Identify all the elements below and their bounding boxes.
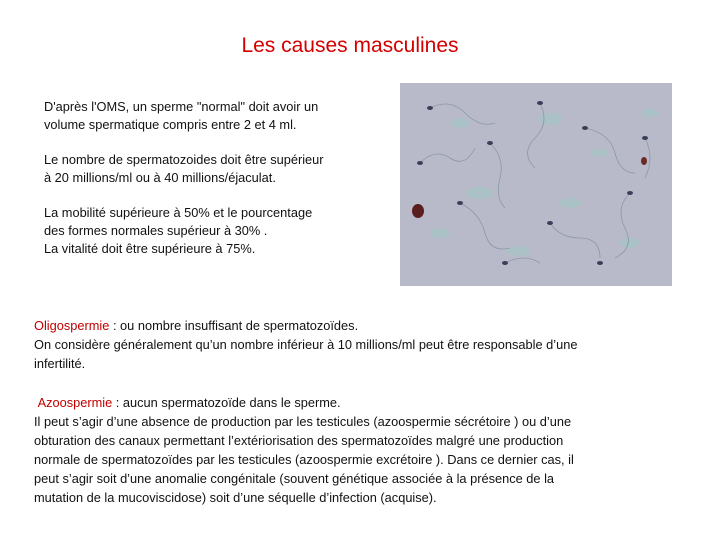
- text-line: infertilité.: [34, 356, 86, 371]
- text-line: normale de spermatozoïdes par les testicules (azoospermie excrétoire ). Dans ce dernier cas, il: [34, 452, 574, 467]
- azoospermie-term: Azoospermie: [37, 395, 113, 410]
- intro-paragraph-count: [44, 151, 384, 187]
- azoospermie-heading: [34, 393, 684, 412]
- text-line: mutation de la mucoviscidose) soit d’une séquelle d’infection (acquise).: [34, 490, 437, 505]
- text-line: La mobilité supérieure à 50% et le pourcentage: [44, 205, 313, 220]
- micrograph-drawing: [400, 83, 672, 286]
- text-line: Le nombre de spermatozoides doit être supérieur: [44, 152, 324, 167]
- azoospermie-definition: : aucun spermatozoïde dans le sperme.: [112, 395, 341, 410]
- text-line: On considère généralement qu’un nombre inférieur à 10 millions/ml peut être responsable d’une: [34, 337, 578, 352]
- text-line: volume spermatique compris entre 2 et 4 ml.: [44, 117, 297, 132]
- intro-paragraph-mobility: [44, 204, 384, 258]
- intro-text: [44, 98, 384, 275]
- oligospermie-definition: : ou nombre insuffisant de spermatozoïdes.: [109, 318, 359, 333]
- slide-title: Les causes masculines: [241, 34, 459, 57]
- text-line: D'après l'OMS, un sperme "normal" doit avoir un: [44, 99, 319, 114]
- intro-paragraph-volume: [44, 98, 384, 134]
- text-line: peut s’agir soit d’une anomalie congénitale (souvent génétique associée à la présence de la: [34, 471, 555, 486]
- causes-text: [34, 316, 684, 507]
- oligospermie-term: Oligospermie: [34, 318, 110, 333]
- azoospermie-paragraph: [34, 393, 684, 507]
- oligospermie-heading: [34, 316, 684, 335]
- oligospermie-paragraph: [34, 316, 684, 373]
- text-line: Il peut s’agir d’une absence de production par les testicules (azoospermie sécrétoire ) ou d’une: [34, 414, 572, 429]
- sperm-micrograph-image: [400, 83, 672, 286]
- text-line: La vitalité doit être supérieure à 75%.: [44, 241, 256, 256]
- text-line: obturation des canaux permettant l’extériorisation des spermatozoïdes malgré une production: [34, 433, 564, 448]
- text-line: des formes normales supérieur à 30% .: [44, 223, 268, 238]
- text-line: à 20 millions/ml ou à 40 millions/éjaculat.: [44, 170, 276, 185]
